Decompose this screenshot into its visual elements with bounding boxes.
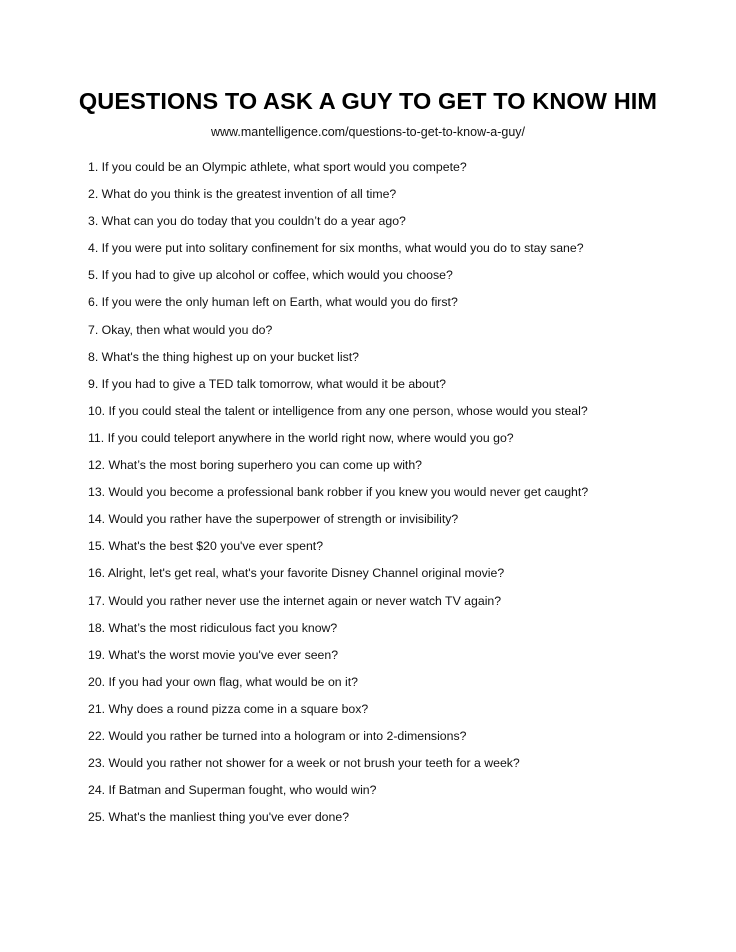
list-item: 1. If you could be an Olympic athlete, what sport would you compete? — [88, 160, 467, 174]
list-item: 17. Would you rather never use the internet again or never watch TV again? — [88, 593, 502, 608]
list-item: 11. If you could teleport anywhere in the world right now, where would you go? — [88, 430, 514, 445]
list-item: 19. What's the worst movie you've ever seen? — [88, 647, 339, 662]
list-item: 3. What can you do today that you couldn’t do a year ago? — [88, 214, 406, 229]
list-item: 5. If you had to give up alcohol or coffee, which would you choose? — [88, 268, 453, 283]
list-item: 7. Okay, then what would you do? — [88, 322, 273, 337]
list-item: 6. If you were the only human left on Earth, what would you do first? — [88, 295, 458, 310]
list-item: 23. Would you rather not shower for a week or not brush your teeth for a week? — [88, 756, 520, 771]
list-item: 24. If Batman and Superman fought, who would win? — [88, 783, 377, 798]
list-item: 20. If you had your own flag, what would be on it? — [88, 674, 359, 689]
list-item: 8. What's the thing highest up on your bucket list? — [88, 349, 359, 364]
question-list — [88, 158, 708, 835]
list-item: 16. Alright, let's get real, what's your favorite Disney Channel original movie? — [88, 566, 505, 581]
list-item: 12. What’s the most boring superhero you can come up with? — [88, 458, 423, 473]
list-item: 2. What do you think is the greatest invention of all time? — [88, 187, 397, 202]
list-item: 21. Why does a round pizza come in a square box? — [88, 701, 369, 716]
list-item: 22. Would you rather be turned into a hologram or into 2-dimensions? — [88, 728, 467, 743]
list-item: 14. Would you rather have the superpower of strength or invisibility? — [88, 512, 459, 527]
list-item: 4. If you were put into solitary confinement for six months, what would you do to stay sane? — [88, 241, 584, 256]
document-title: QUESTIONS TO ASK A GUY TO GET TO KNOW HIM — [78, 88, 658, 114]
list-item: 13. Would you become a professional bank robber if you knew you would never get caught? — [88, 485, 589, 500]
list-item: 18. What’s the most ridiculous fact you know? — [88, 620, 338, 635]
list-item: 9. If you had to give a TED talk tomorrow, what would it be about? — [88, 376, 446, 391]
list-item: 25. What's the manliest thing you've ever done? — [88, 810, 350, 825]
list-item: 10. If you could steal the talent or intelligence from any one person, whose would you steal? — [88, 403, 588, 418]
list-item: 15. What's the best $20 you've ever spent? — [88, 539, 324, 554]
source-url: www.mantelligence.com/questions-to-get-to-know-a-guy/ — [210, 125, 526, 139]
